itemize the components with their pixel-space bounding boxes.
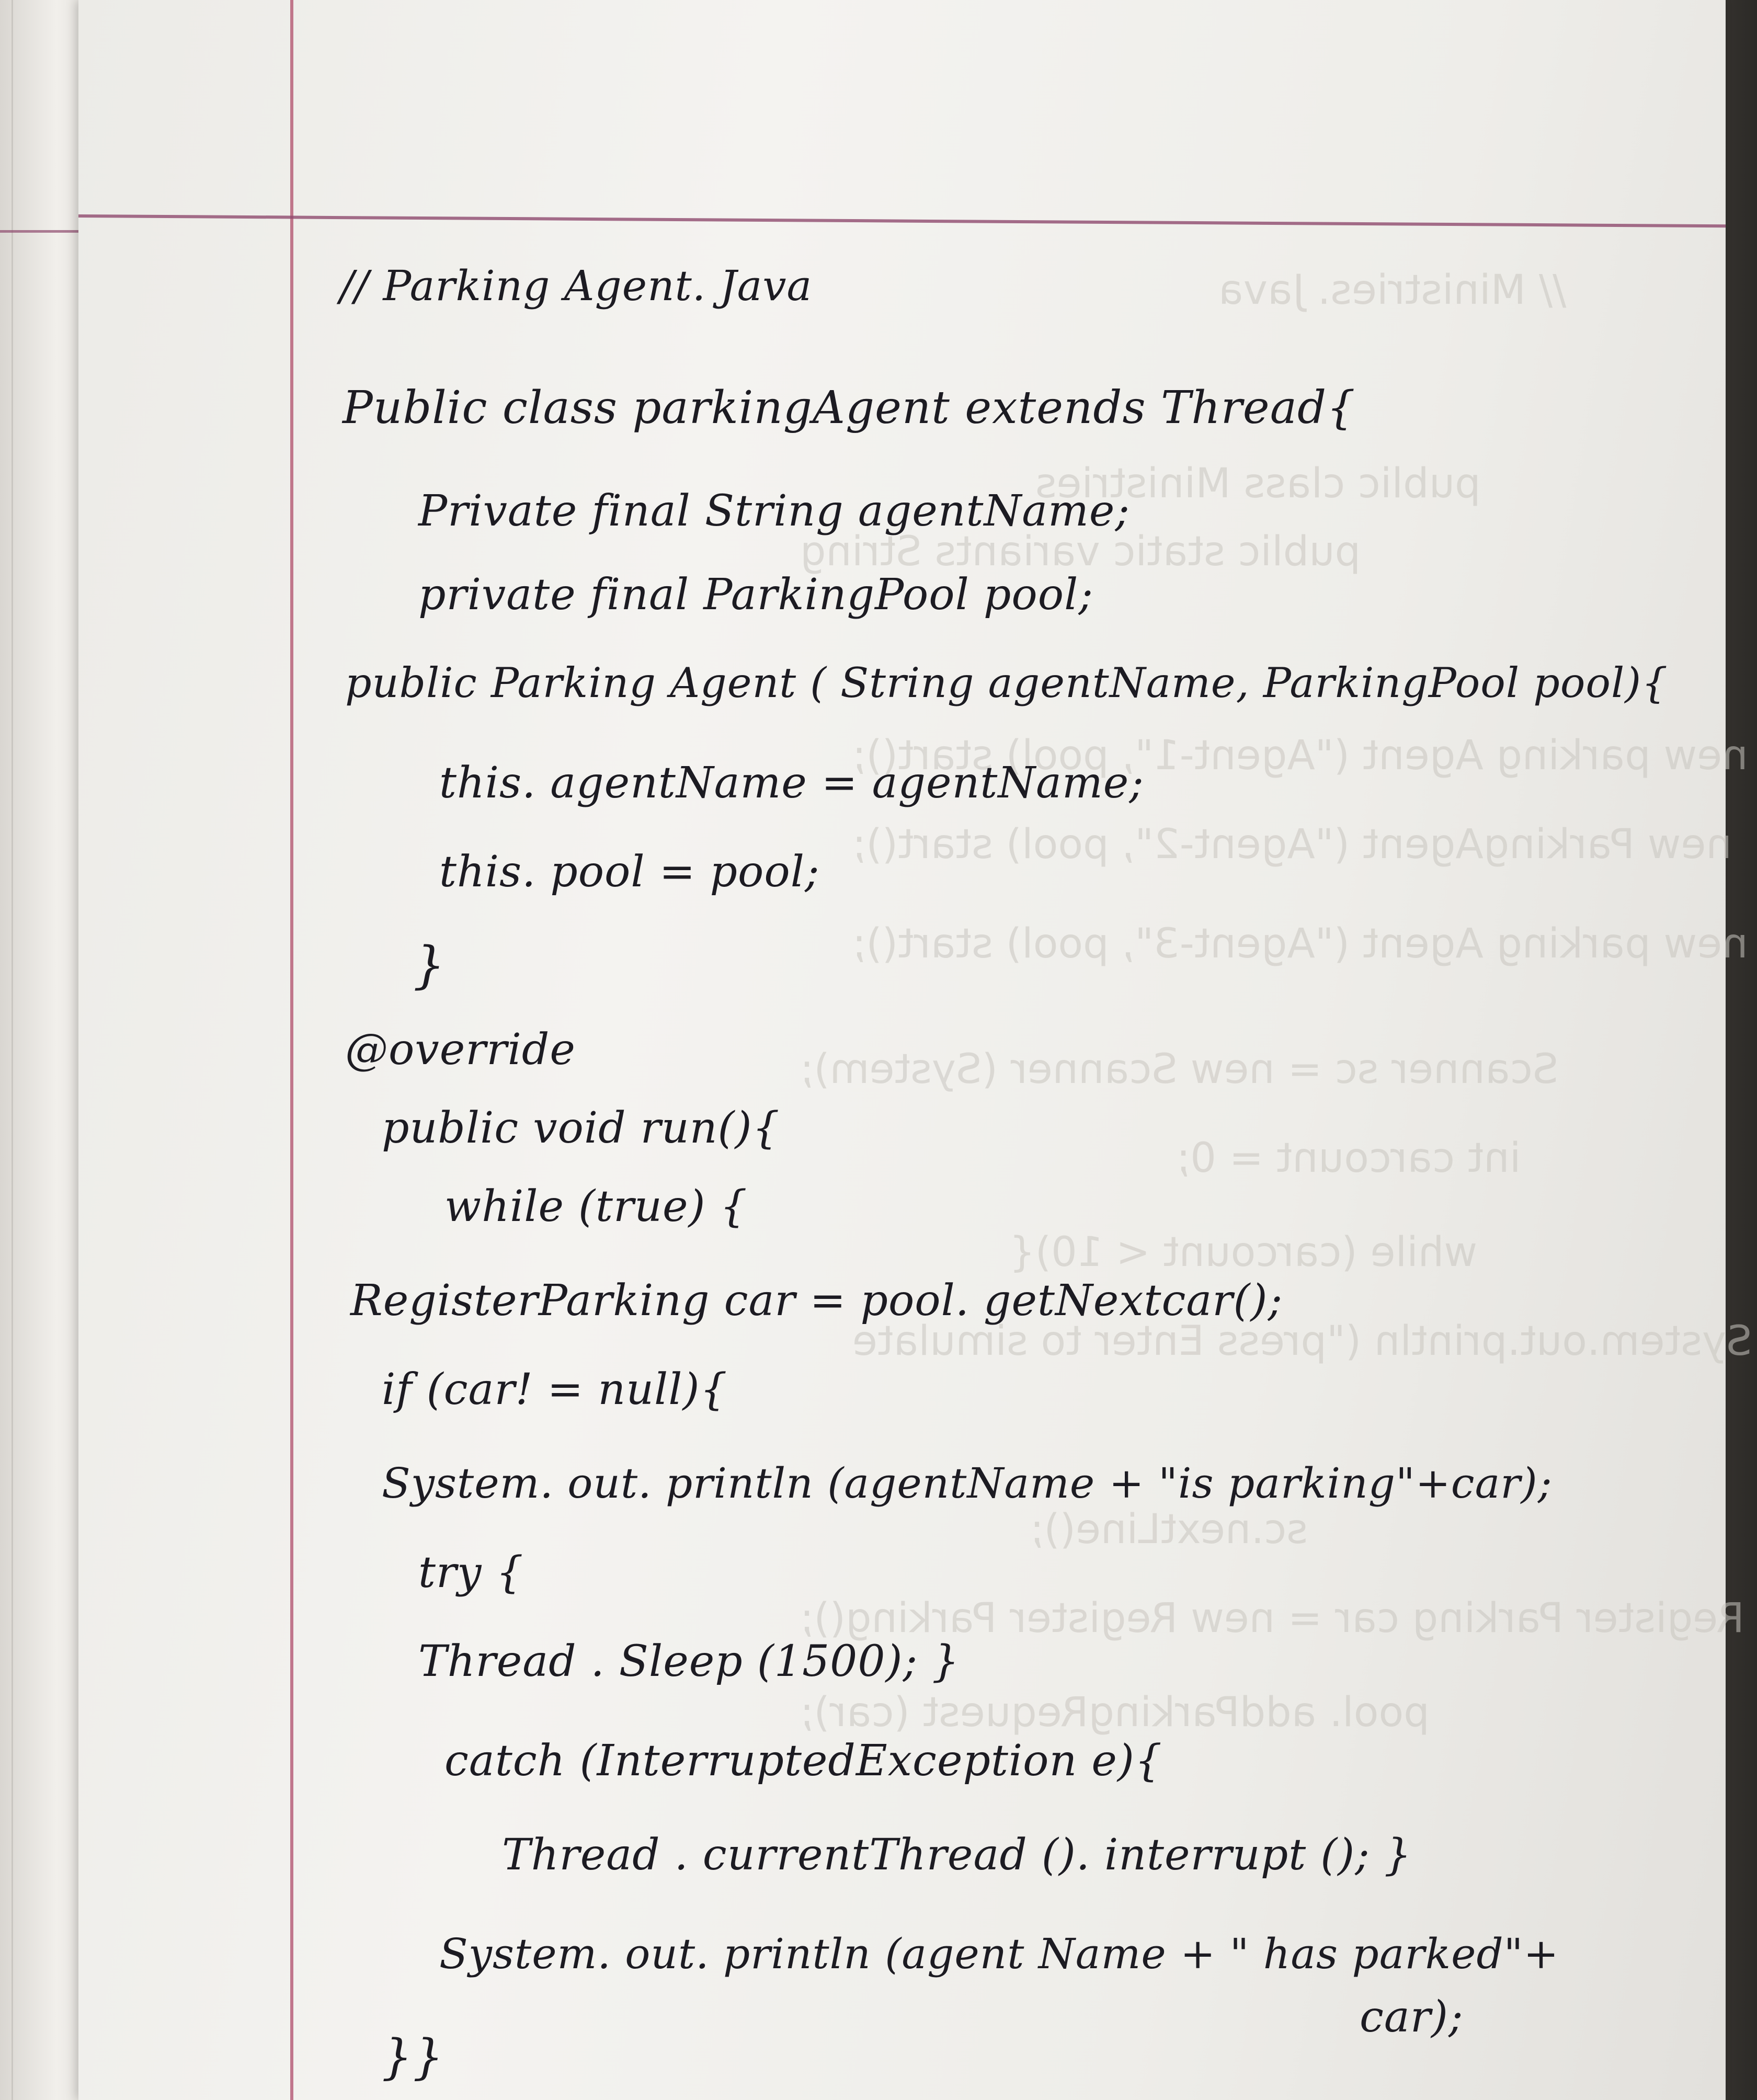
- code-line-13: if (car! = null){: [382, 1365, 728, 1414]
- code-line-18: Thread . currentThread (). interrupt (); }: [502, 1830, 1412, 1880]
- code-line-15: try {: [418, 1548, 524, 1597]
- bleed-through-text: new parking Agent ("Agent-1", pool) start();: [852, 732, 1748, 779]
- bleed-through-text: Scanner sc = new Scanner (System);: [800, 1046, 1559, 1093]
- bleed-through-text: while (carcount < 10){: [1009, 1229, 1478, 1276]
- bleed-through-text: pool. addParkingRequest (car);: [800, 1689, 1430, 1736]
- bleed-through-text: public static variants String: [800, 528, 1361, 575]
- code-line-20: car);: [1360, 1992, 1464, 2042]
- code-line-4: private final ParkingPool pool;: [418, 570, 1093, 620]
- code-line-2: Public class parkingAgent extends Thread{: [343, 382, 1356, 434]
- code-line-5: public Parking Agent ( String agentName, ParkingPool pool){: [345, 659, 1669, 707]
- code-line-21: }}: [382, 2029, 444, 2085]
- code-line-16: Thread . Sleep (1500); }: [418, 1637, 960, 1686]
- bleed-through-text: new parking Agent ("Agent-3", pool) start();: [852, 920, 1748, 967]
- bleed-through-text: int carcount = 0;: [1177, 1135, 1521, 1182]
- code-line-14: System. out. println (agentName + "is parking"+car);: [382, 1459, 1553, 1508]
- bleed-through-text: sc.nextLine();: [1030, 1506, 1308, 1553]
- code-line-17: catch (InterruptedException e){: [444, 1736, 1163, 1786]
- bleed-through-text: new ParkingAgent ("Agent-2", pool) start();: [852, 821, 1732, 868]
- handwritten-code: [78, 0, 1726, 2100]
- code-line-12: RegisterParking car = pool. getNextcar();: [350, 1276, 1283, 1326]
- code-line-6: this. agentName = agentName;: [439, 758, 1144, 808]
- code-line-7: this. pool = pool;: [439, 847, 820, 897]
- bleed-through-text: public class Ministries: [1035, 460, 1481, 507]
- code-line-1: // Parking Agent. Java: [340, 261, 813, 310]
- bleed-through-text: System.out.println ("press Enter to simulate: [852, 1318, 1752, 1365]
- bleed-through-text: // Ministries. Java: [1218, 267, 1567, 314]
- code-line-3: Private final String agentName;: [418, 486, 1131, 536]
- bleed-through-text: Register Parking car = new Register Parking();: [800, 1595, 1744, 1642]
- code-line-11: while (true) {: [444, 1182, 748, 1231]
- code-line-8: }: [413, 936, 446, 995]
- code-line-19: System. out. println (agent Name + " has parked"+: [439, 1930, 1559, 1978]
- code-line-10: public void run(){: [382, 1103, 780, 1153]
- code-line-9: @override: [345, 1025, 576, 1075]
- notebook-page: [78, 0, 1752, 2100]
- underlying-page-margin: [12, 0, 13, 2100]
